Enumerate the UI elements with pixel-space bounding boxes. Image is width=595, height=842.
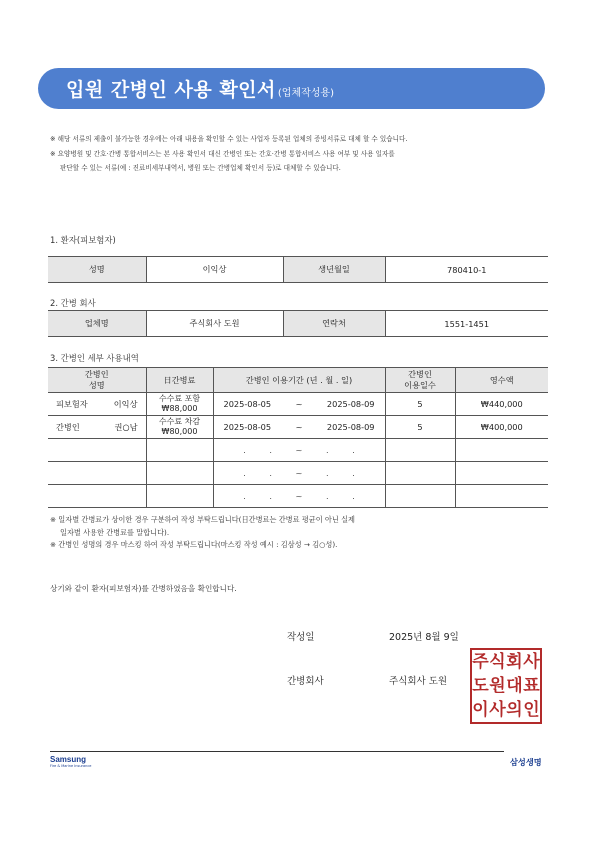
stamp-char: 원: [489, 675, 506, 696]
caregiver-header-line2: 성명: [88, 380, 105, 390]
period-tilde: ~: [295, 445, 303, 455]
period-tilde: ~: [295, 468, 303, 478]
confirmation-text: 상기와 같이 환자(피보험자)를 간병하였음을 확인합니다.: [50, 584, 237, 593]
stamp-char: 주: [472, 651, 489, 672]
note-line: 판단할 수 있는 서류(예 : 진료비세부내역서, 병원 또는 간병업체 확인서 등)로 대체할 수 있습니다.: [60, 164, 341, 172]
table-row: [48, 462, 548, 485]
period-end: 2025-08-09: [326, 399, 375, 409]
stamp-char: 표: [523, 675, 540, 696]
company-name-value: 주식회사 도원: [146, 311, 283, 337]
period-dot: .: [352, 491, 355, 501]
document-subtitle: (업체작성용): [277, 88, 334, 99]
company-label: 간병회사: [287, 676, 324, 687]
patient-name-label: 성명: [48, 257, 146, 283]
period-tilde: ~: [295, 422, 303, 432]
footer-divider: [50, 751, 504, 752]
row-role: 간병인: [56, 421, 80, 432]
period-header: 간병인 이용기간 (년 . 월 . 일): [213, 368, 385, 393]
period-dot: .: [269, 468, 273, 478]
row-name: 권○남: [114, 421, 138, 432]
document-title: 입원 간병인 사용 확인서: [66, 79, 276, 101]
title-banner: [38, 68, 545, 109]
footnotes: [50, 514, 355, 552]
period-dot: .: [325, 491, 329, 501]
patient-table: [48, 256, 548, 283]
row-role: 피보험자: [56, 398, 88, 409]
patient-birth-label: 생년월일: [283, 257, 385, 283]
logo-subtext: Fire & Marine Insurance: [50, 764, 92, 768]
stamp-char: 도: [472, 675, 489, 696]
samsung-logo: [50, 755, 100, 775]
company-name-label: 업체명: [48, 311, 146, 337]
days-header: [385, 368, 455, 393]
period-dot: .: [243, 445, 246, 455]
note-line: ※ 요양병원 및 간호·간병 통합서비스는 본 사용 확인서 대신 간병인 또는 간호·간병 통합서비스 사용 여부 및 사용 일자를: [50, 149, 395, 158]
table-row: [48, 393, 548, 416]
usage-table: [48, 367, 548, 508]
company-contact-label: 연락처: [283, 311, 385, 337]
days-header-line1: 간병인: [408, 369, 432, 379]
fee-note: 수수료 차감: [158, 416, 201, 426]
stamp-char: 인: [523, 699, 540, 720]
period-tilde: ~: [295, 399, 303, 409]
table-row: [48, 439, 548, 462]
patient-name-value: 이익상: [146, 257, 283, 283]
date-value: 2025년 8월 9일: [389, 632, 459, 643]
row-name: 이익상: [113, 398, 138, 409]
footnote-line: ※ 간병인 성명의 경우 마스킹 하여 작성 부탁드립니다(마스킹 작성 예시 : 김삼성 → 김○성).: [50, 540, 338, 549]
footnote-line: ※ 일자별 간병료가 상이한 경우 구분하여 작성 부탁드립니다(日간병료는 간병료 평균이 아닌 실제: [50, 515, 355, 524]
period-tilde: ~: [295, 491, 303, 501]
receipt-header: 영수액: [455, 368, 548, 393]
patient-birth-value: 780410-1: [385, 257, 548, 283]
period-dot: .: [352, 468, 355, 478]
row-days: 5: [385, 393, 455, 416]
fee-amount: ₩80,000: [161, 427, 198, 436]
footnote-line: 일자별 사용한 간병료를 말합니다).: [60, 527, 170, 537]
stamp-char: 사: [523, 651, 540, 672]
notes: [50, 132, 407, 176]
note-line: ※ 해당 서류의 제출이 불가능한 경우에는 아래 내용을 확인할 수 있는 사업자 등록된 업체의 증빙서류로 대체 할 수 있습니다.: [50, 135, 408, 143]
days-header-line2: 이용일수: [404, 380, 436, 390]
period-dot: .: [352, 445, 355, 455]
usage-section-title: 3. 간병인 세부 사용내역: [50, 353, 139, 363]
fee-amount: ₩88,000: [161, 404, 198, 413]
date-label: 작성일: [287, 632, 315, 643]
period-end: 2025-08-09: [326, 422, 375, 432]
stamp-char: 이: [472, 699, 489, 720]
brand-name: 삼성생명: [510, 757, 542, 767]
patient-section-title: 1. 환자(피보험자): [50, 235, 116, 245]
period-dot: .: [243, 491, 246, 501]
stamp-char: 회: [506, 651, 523, 672]
stamp-char: 의: [506, 699, 523, 720]
company-seal-stamp: [470, 648, 542, 724]
caregiver-header-line1: 간병인: [84, 369, 109, 379]
fee-note: 수수료 포함: [158, 393, 201, 403]
table-row: [48, 416, 548, 439]
logo-word: Samsung: [50, 755, 87, 764]
period-dot: .: [325, 445, 329, 455]
company-contact-value: 1551-1451: [385, 311, 548, 337]
stamp-char: 식: [489, 651, 506, 672]
period-dot: .: [269, 445, 273, 455]
row-days: 5: [385, 416, 455, 439]
table-row: [48, 485, 548, 508]
stamp-char: 사: [489, 699, 506, 720]
company-section-title: 2. 간병 회사: [50, 298, 96, 308]
period-start: 2025-08-05: [223, 422, 272, 432]
row-amount: ₩440,000: [455, 393, 548, 416]
period-start: 2025-08-05: [223, 399, 272, 409]
stamp-char: 대: [506, 675, 523, 696]
caregiver-header: [48, 368, 146, 393]
daily-fee-header: 日간병료: [146, 368, 213, 393]
period-dot: .: [269, 491, 273, 501]
period-dot: .: [325, 468, 329, 478]
company-table: [48, 310, 548, 337]
row-amount: ₩400,000: [455, 416, 548, 439]
company-value: 주식회사 도원: [389, 676, 448, 687]
period-dot: .: [243, 468, 246, 478]
